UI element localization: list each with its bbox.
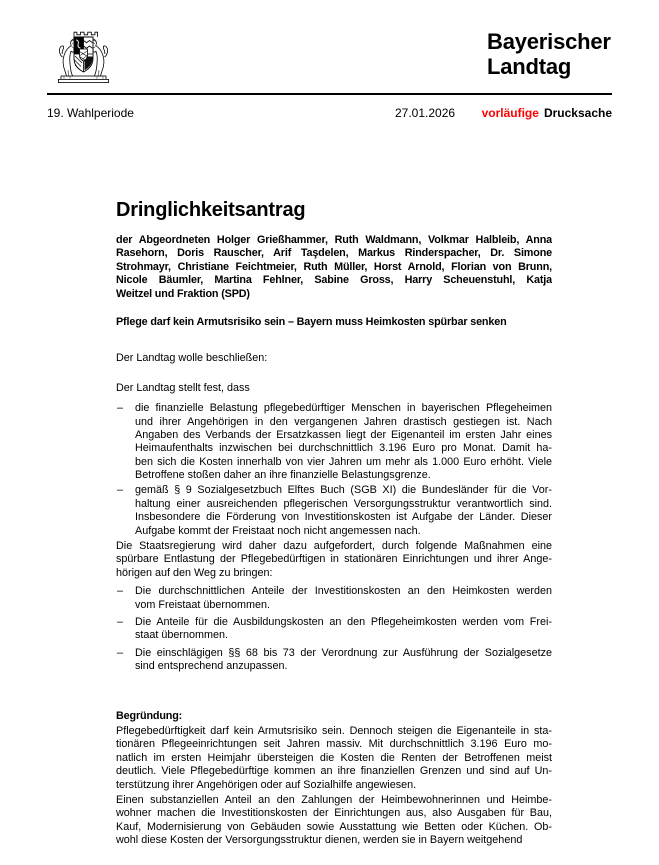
text-line: Weitzel und Fraktion (SPD)	[116, 287, 250, 300]
block-demand-1	[116, 585, 552, 612]
text-line: tionären Pflegeeinrichtungen seit Jahren massiv. Mit durchschnittlich 3.196 Euro mo-	[116, 738, 552, 751]
text-line: hörigen auf den Weg zu bringen:	[116, 566, 273, 579]
header-meta-row	[0, 106, 659, 121]
block-finding-2	[116, 484, 552, 538]
text-line: Heimaufenthalts inzwischen bei durchschnittlich 3.196 Euro pro Monat. Damit ha-	[135, 442, 552, 455]
text-line: natlich im ersten Heimjahr übersteigen die Kosten die Renten der Betroffenen meist	[116, 751, 552, 764]
text-line: staat übernommen.	[135, 629, 229, 642]
text-line: die finanzielle Belastung pflegebedürftiger Menschen in bayerischen Pflegeheimen	[135, 402, 552, 415]
text-line: spürbare Entlastung der Pflegebedürftigen in stationären Einrichtungen und ihrer Ange-	[116, 553, 552, 566]
legislative-period: 19. Wahlperiode	[47, 106, 134, 120]
bullet-dash: –	[117, 615, 124, 628]
text-line: Pflegebedürftigkeit darf kein Armutsrisiko sein. Dennoch steigen die Eigenanteile in sta-	[116, 724, 552, 737]
text-line: der Abgeordneten Holger Grießhammer, Ruth Waldmann, Volkmar Halbleib, Anna	[116, 234, 552, 246]
block-begruendung-heading	[116, 710, 552, 723]
document-blocks	[116, 234, 552, 847]
block-demands-intro	[116, 540, 552, 580]
block-demand-3	[116, 647, 552, 674]
block-begruendung-2	[116, 794, 552, 848]
status-preliminary-label: vorläufige	[481, 106, 539, 120]
text-line: wohl diese Kosten der Versorgungsstruktur dienen, werden sie in Bayern weitgehend	[116, 834, 523, 847]
text-line: Die einschlägigen §§ 68 bis 73 der Verordnung zur Ausführung der Sozialgesetze	[135, 646, 552, 659]
status-type-label: Drucksache	[543, 106, 612, 120]
block-authors	[116, 234, 552, 301]
bullet-dash: –	[117, 646, 124, 659]
text-line: Aufgabe kommt der Freistaat noch nicht angemessen nach.	[135, 524, 421, 537]
text-line: Einen substanziellen Anteil an den Zahlungen der Heimbewohnerinnen und Heimbe-	[116, 793, 552, 806]
block-begruendung-1	[116, 725, 552, 792]
block-finding-1	[116, 402, 552, 482]
publisher-name	[487, 29, 611, 79]
block-resolution-intro	[116, 352, 552, 365]
text-line: Die Anteile für die Ausbildungskosten an den Pflegeheimkosten werden vom Frei-	[135, 615, 552, 628]
publisher-name-line2: Landtag	[487, 54, 572, 79]
text-line: ben sich die Kosten innerhalb von vier Jahren um mehr als 1.000 Euro erhöht. Viele	[135, 455, 552, 468]
text-line: Rasehorn, Doris Rauscher, Arif Taşdelen, Markus Rinderspacher, Dr. Simone	[116, 247, 552, 260]
header-divider	[47, 93, 612, 95]
text-line: gemäß § 9 Sozialgesetzbuch Elftes Buch (SGB XI) die Bundesländer für die Vor-	[135, 484, 552, 497]
text-line: Strohmayr, Christiane Feichtmeier, Ruth Müller, Horst Arnold, Florian von Brunn,	[116, 260, 552, 273]
text-line: und ihrer Angehörigen in den vergangenen Jahren drastisch gestiegen ist. Nach	[135, 415, 552, 428]
block-demand-2	[116, 616, 552, 643]
bullet-dash: –	[117, 585, 124, 598]
document-header	[0, 0, 659, 125]
text-line: Angaben des Verbands der Ersatzkassen liegt der Eigenanteil im ersten Jahr eines	[135, 428, 552, 441]
block-findings-intro	[116, 382, 552, 395]
text-line: sind entsprechend anzupassen.	[135, 660, 288, 673]
text-line: Der Landtag wolle beschließen:	[116, 352, 268, 365]
text-line: wohner machen die Investitionskosten der Einrichtungen aus, also Ausgaben für Bau,	[116, 807, 552, 820]
bavarian-coat-of-arms-icon	[57, 27, 110, 86]
publisher-name-line1: Bayerischer	[487, 29, 611, 54]
text-line: Insbesondere die Förderung von Investitionskosten ist Aufgabe der Länder. Dieser	[135, 511, 552, 524]
text-line: Betroffene stoßen daher an ihre finanzielle Belastungsgrenze.	[135, 469, 431, 482]
text-line: Nicole Bäumler, Martina Fehlner, Sabine Gross, Harry Scheuenstuhl, Katja	[116, 274, 552, 287]
text-line: Pflege darf kein Armutsrisiko sein – Bayern muss Heimkosten spürbar senken	[116, 315, 507, 328]
bullet-dash: –	[117, 484, 124, 497]
document-content	[116, 199, 552, 847]
bullet-dash: –	[117, 402, 124, 415]
text-line: deutlich. Viele Pflegebedürftige kommen an ihre finanziellen Grenzen und sind auf Un-	[116, 765, 552, 778]
text-line: Die Staatsregierung wird daher dazu aufgefordert, durch folgende Maßnahmen eine	[116, 540, 552, 553]
text-line: Der Landtag stellt fest, dass	[116, 381, 250, 394]
text-line: Kauf, Modernisierung von Gebäuden sowie Ausstattung wie Betten oder Küchen. Ob-	[116, 820, 552, 833]
text-line: vom Freistaat übernommen.	[135, 598, 271, 611]
text-line: terstützung ihrer Angehörigen oder auf Sozialhilfe angewiesen.	[116, 778, 417, 791]
text-line: Die durchschnittlichen Anteile der Investitionskosten an den Heimkosten werden	[135, 585, 552, 598]
document-title: Dringlichkeitsantrag	[116, 199, 306, 221]
document-status	[482, 106, 612, 121]
text-line: haltung einer ausreichenden pflegerischen Versorgungsstruktur verantwortlich sind.	[135, 497, 552, 510]
document-date: 27.01.2026	[395, 106, 456, 120]
text-line: Begründung:	[116, 709, 183, 722]
block-subject	[116, 316, 552, 329]
